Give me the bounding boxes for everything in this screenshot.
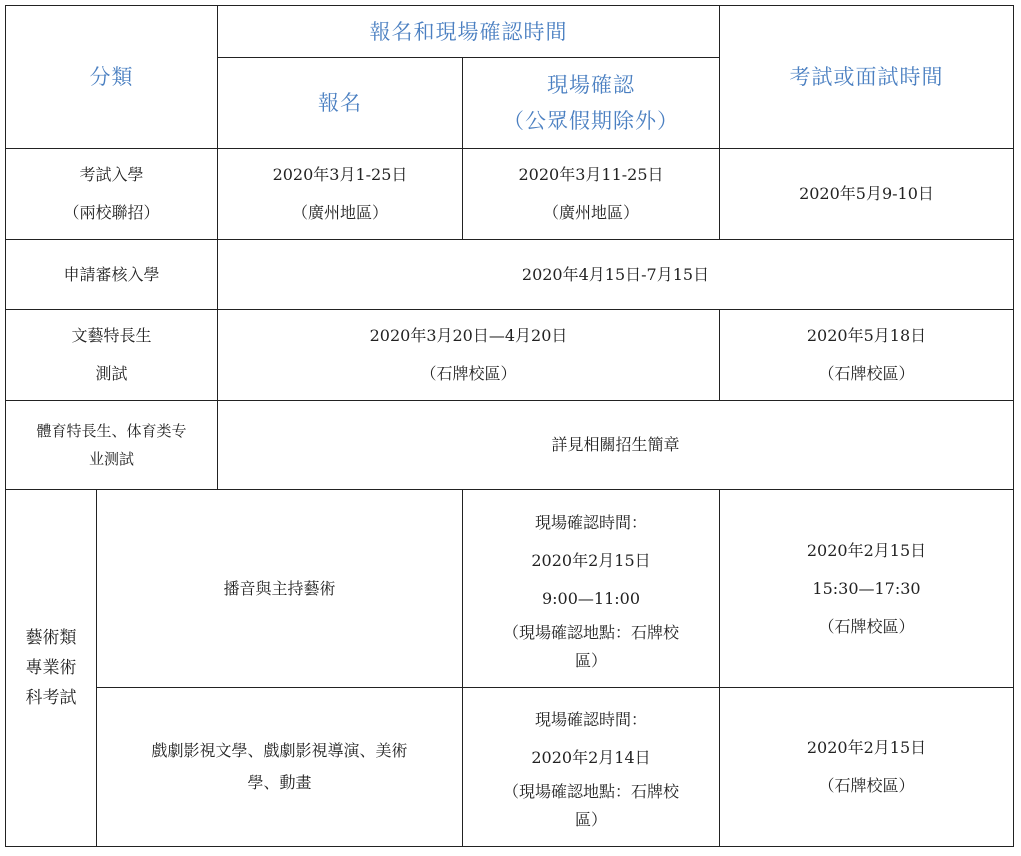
exam-onsite-line2: （廣州地區） bbox=[542, 203, 639, 222]
sports-category-line2: 业测試 bbox=[88, 450, 134, 468]
broadcast-onsite-line3: 9:00—11:00 bbox=[541, 588, 641, 608]
sports-category-line1: 體育特長生、体育类专 bbox=[36, 422, 187, 440]
review-category: 申請審核入學 bbox=[6, 240, 218, 310]
sports-period: 詳見相關招生簡章 bbox=[218, 401, 1014, 490]
broadcast-onsite-line5: 區） bbox=[574, 650, 607, 670]
header-onsite-line2: （公眾假期除外） bbox=[503, 109, 679, 133]
talent-category-line2: 測試 bbox=[95, 364, 128, 383]
broadcast-onsite-line4: （現場確認地點：石牌校 bbox=[502, 622, 679, 642]
exam-signup-line2: （廣州地區） bbox=[291, 203, 388, 222]
drama-major bbox=[97, 688, 463, 847]
talent-exam bbox=[720, 310, 1014, 401]
talent-category bbox=[6, 310, 218, 401]
exam-category-line2: （兩校聯招） bbox=[63, 203, 160, 222]
header-signup: 報名 bbox=[218, 58, 463, 149]
talent-exam-line1: 2020年5月18日 bbox=[806, 326, 927, 345]
exam-date: 2020年5月9-10日 bbox=[720, 149, 1014, 240]
header-category: 分類 bbox=[6, 6, 218, 149]
drama-onsite-line1: 現場確認時間： bbox=[534, 710, 647, 729]
arts-category-line2: 專業術 bbox=[25, 658, 77, 678]
arts-category-line3: 科考試 bbox=[25, 688, 77, 708]
exam-category-line1: 考試入學 bbox=[79, 165, 144, 184]
review-period: 2020年4月15日-7月15日 bbox=[218, 240, 1014, 310]
broadcast-major: 播音與主持藝術 bbox=[97, 490, 463, 688]
row-arts-broadcast bbox=[6, 490, 1014, 688]
broadcast-exam-line2: 15:30—17:30 bbox=[812, 578, 921, 598]
header-period-group: 報名和現場確認時間 bbox=[218, 6, 720, 58]
talent-period-line1: 2020年3月20日—4月20日 bbox=[369, 326, 568, 345]
broadcast-onsite bbox=[463, 490, 720, 688]
header-row-1 bbox=[6, 6, 1014, 58]
talent-period bbox=[218, 310, 720, 401]
exam-category bbox=[6, 149, 218, 240]
row-sports bbox=[6, 401, 1014, 490]
drama-onsite-line2: 2020年2月14日 bbox=[531, 748, 651, 767]
broadcast-onsite-line1: 現場確認時間： bbox=[534, 512, 647, 532]
broadcast-onsite-line2: 2020年2月15日 bbox=[531, 550, 651, 570]
broadcast-exam-line3: （石牌校區） bbox=[818, 616, 915, 636]
talent-category-line1: 文藝特長生 bbox=[71, 326, 152, 345]
broadcast-exam bbox=[720, 490, 1014, 688]
row-review-admission bbox=[6, 240, 1014, 310]
drama-onsite-line3: （現場確認地點：石牌校 bbox=[502, 782, 679, 801]
exam-signup bbox=[218, 149, 463, 240]
drama-onsite-line4: 區） bbox=[574, 810, 607, 829]
drama-major-line1: 戲劇影視文學、戲劇影視導演、美術 bbox=[151, 741, 408, 760]
row-exam-admission bbox=[6, 149, 1014, 240]
drama-onsite bbox=[463, 688, 720, 847]
header-onsite bbox=[463, 58, 720, 149]
exam-onsite bbox=[463, 149, 720, 240]
exam-signup-line1: 2020年3月1-25日 bbox=[272, 165, 408, 184]
exam-onsite-line1: 2020年3月11-25日 bbox=[518, 165, 664, 184]
arts-category bbox=[6, 490, 97, 847]
drama-exam-line1: 2020年2月15日 bbox=[806, 738, 927, 757]
drama-major-line2: 學、動畫 bbox=[247, 773, 312, 792]
sports-category bbox=[6, 401, 218, 490]
broadcast-exam-line1: 2020年2月15日 bbox=[806, 540, 927, 560]
admission-schedule-table bbox=[5, 5, 1014, 847]
header-onsite-line1: 現場確認 bbox=[547, 73, 635, 97]
talent-period-line2: （石牌校區） bbox=[420, 364, 517, 383]
drama-exam bbox=[720, 688, 1014, 847]
drama-exam-line2: （石牌校區） bbox=[818, 776, 915, 795]
header-exam-time: 考試或面試時間 bbox=[720, 6, 1014, 149]
row-talent bbox=[6, 310, 1014, 401]
arts-category-line1: 藝術類 bbox=[25, 628, 77, 648]
row-arts-drama bbox=[6, 688, 1014, 847]
talent-exam-line2: （石牌校區） bbox=[818, 364, 915, 383]
